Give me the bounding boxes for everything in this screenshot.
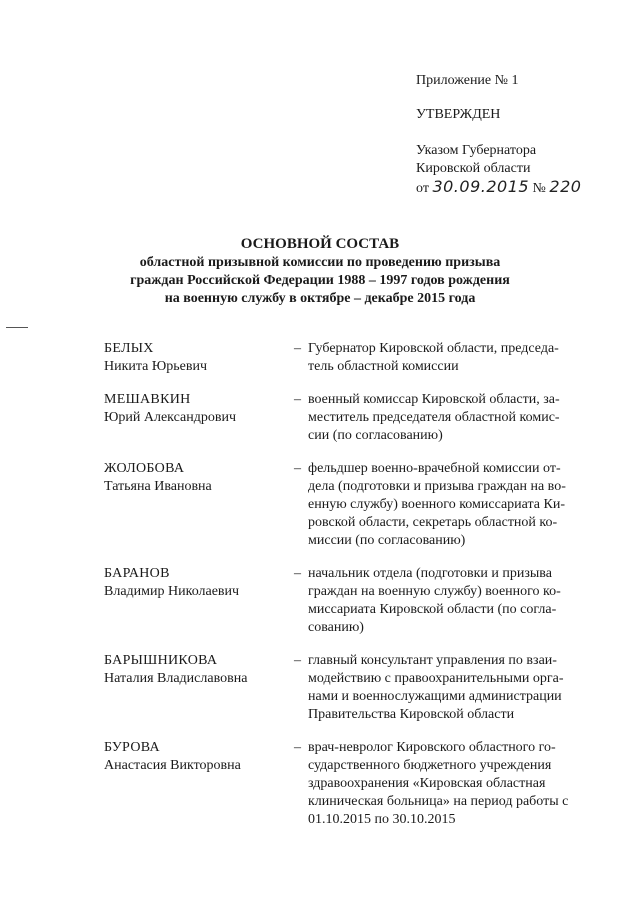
- member-given-name: Никита Юрьевич: [104, 359, 208, 374]
- member-surname: БАРЫШНИКОВА: [104, 653, 218, 668]
- member-role-line: начальник отдела (подготовки и призыва: [308, 566, 552, 581]
- member-given-name: Татьяна Ивановна: [104, 479, 212, 494]
- member-role: [308, 340, 596, 376]
- member-name: [104, 460, 294, 550]
- member-role: [308, 652, 596, 724]
- member-role-line: Губернатор Кировской области, председа-: [308, 341, 559, 356]
- member-row: [104, 460, 604, 550]
- handwritten-date: 30.09.2015: [432, 177, 530, 196]
- document-title-block: [100, 234, 540, 308]
- subtitle-line-1: областной призывной комиссии по проведению призыва: [139, 255, 501, 270]
- member-name: [104, 652, 294, 724]
- member-role-line: сударственного бюджетного учреждения: [308, 758, 552, 773]
- member-role-line: дела (подготовки и призыва граждан на во-: [308, 479, 566, 494]
- member-role: [308, 739, 596, 829]
- member-role-line: нами и военнослужащими администрации: [308, 689, 562, 704]
- member-name: [104, 340, 294, 376]
- member-given-name: Наталия Владиславовна: [104, 671, 248, 686]
- member-role-line: 01.10.2015 по 30.10.2015: [308, 812, 456, 827]
- member-role-line: сованию): [308, 620, 364, 635]
- decree-date-line: [416, 178, 616, 198]
- member-surname: БЕЛЫХ: [104, 341, 154, 356]
- number-label: №: [532, 181, 546, 196]
- commission-members-list: [104, 340, 604, 829]
- member-role-line: сии (по согласованию): [308, 428, 443, 443]
- decree-line-2: Кировской области: [416, 161, 531, 176]
- member-role: [308, 460, 596, 550]
- member-role-line: тель областной комиссии: [308, 359, 459, 374]
- member-role-line: граждан на военную службу) военного ко-: [308, 584, 561, 599]
- from-label: от: [416, 181, 429, 196]
- member-dash: –: [294, 461, 301, 476]
- member-role-line: фельдшер военно-врачебной комиссии от-: [308, 461, 561, 476]
- handwritten-number: 220: [549, 177, 582, 196]
- member-role: [308, 391, 596, 445]
- member-role-line: енную службу) военного комиссариата Ки-: [308, 497, 566, 512]
- member-role-line: меститель председателя областной комис-: [308, 410, 560, 425]
- subtitle-line-3: на военную службу в октябре – декабре 2015 года: [164, 291, 476, 306]
- member-role-line: клиническая больница» на период работы с: [308, 794, 569, 809]
- member-role-line: военный комиссар Кировской области, за-: [308, 392, 560, 407]
- member-role: [308, 565, 596, 637]
- member-name: [104, 565, 294, 637]
- member-dash: –: [294, 392, 301, 407]
- member-given-name: Владимир Николаевич: [104, 584, 240, 599]
- approval-block: [416, 72, 616, 198]
- member-dash: –: [294, 740, 301, 755]
- member-dash: –: [294, 653, 301, 668]
- member-dash: –: [294, 341, 301, 356]
- member-given-name: Юрий Александрович: [104, 410, 236, 425]
- member-row: [104, 739, 604, 829]
- decree-line-1: Указом Губернатора: [416, 143, 537, 158]
- member-row: [104, 391, 604, 445]
- member-role-line: ровской области, секретарь областной ко-: [308, 515, 558, 530]
- member-surname: БАРАНОВ: [104, 566, 170, 581]
- member-role-line: врач-невролог Кировского областного го-: [308, 740, 556, 755]
- member-given-name: Анастасия Викторовна: [104, 758, 241, 773]
- member-surname: МЕШАВКИН: [104, 392, 191, 407]
- member-name: [104, 739, 294, 829]
- member-role-line: модействию с правоохранительными орга-: [308, 671, 564, 686]
- member-surname: ЖОЛОБОВА: [104, 461, 185, 476]
- subtitle-line-2: граждан Российской Федерации 1988 – 1997 годов рождения: [130, 273, 510, 288]
- member-dash: –: [294, 566, 301, 581]
- margin-mark: [6, 327, 28, 328]
- member-row: [104, 565, 604, 637]
- member-role-line: миссии (по согласованию): [308, 533, 466, 548]
- appendix-label: Приложение № 1: [416, 73, 519, 88]
- member-surname: БУРОВА: [104, 740, 160, 755]
- member-row: [104, 340, 604, 376]
- member-name: [104, 391, 294, 445]
- member-role-line: Правительства Кировской области: [308, 707, 515, 722]
- member-role-line: здравоохранения «Кировская областная: [308, 776, 546, 791]
- member-role-line: миссариата Кировской области (по согла-: [308, 602, 557, 617]
- member-row: [104, 652, 604, 724]
- approved-stamp: УТВЕРЖДЕН: [416, 107, 501, 122]
- member-role-line: главный консультант управления по взаи-: [308, 653, 557, 668]
- document-title: ОСНОВНОЙ СОСТАВ: [240, 236, 400, 252]
